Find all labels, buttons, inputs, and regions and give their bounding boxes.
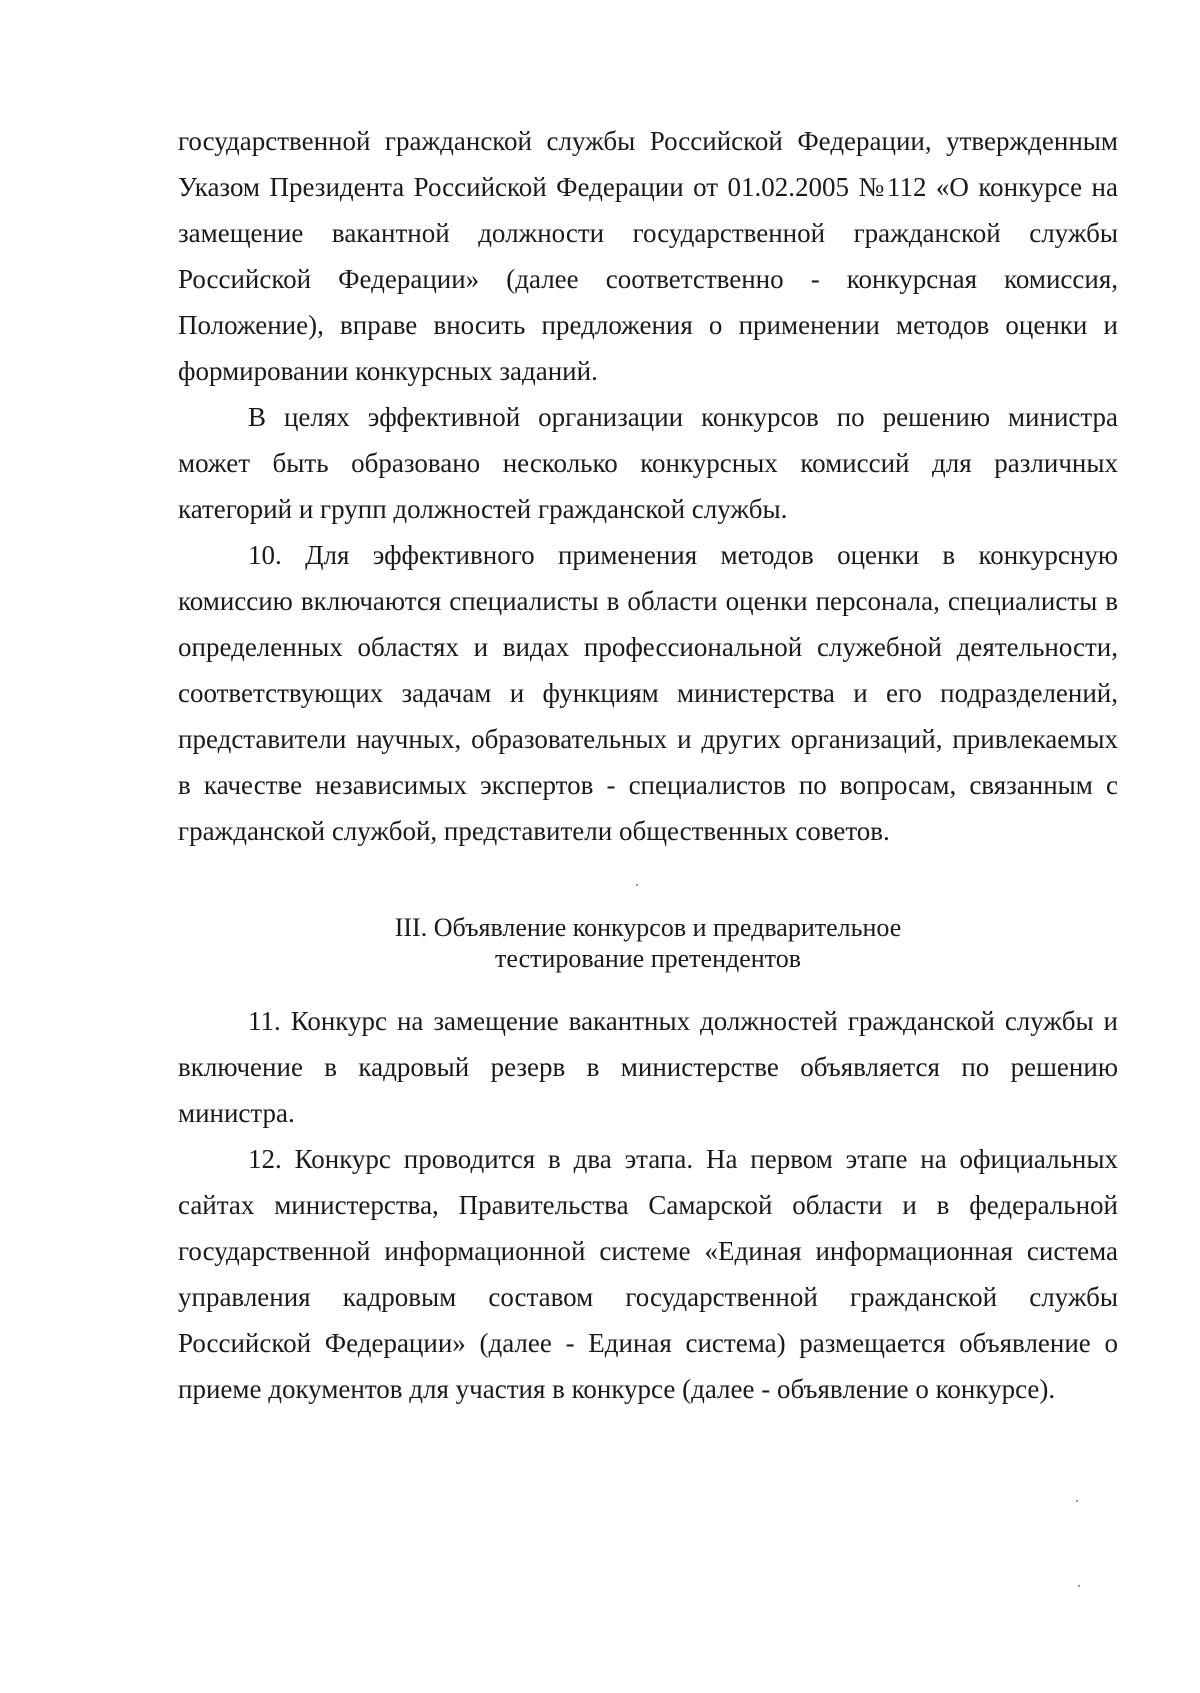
paragraph-item-10: 10. Для эффективного применения методов оценки в конкурсную комиссию включаются специалисты в области оценки персонала, специалисты в определенных областях и видах профессиональной служебной деятельности, соответствующих задачам и функциям министерства и его подразделений, представители научных, образовательных и других организаций, привлекаемых в качестве независимых экспертов - специалистов по вопросам, связанным с гражданской службой, представители общественных советов.	[178, 540, 1118, 846]
scan-speck	[1078, 1585, 1080, 1587]
paragraph-item-11: 11. Конкурс на замещение вакантных должностей гражданской службы и включение в кадровый резерв в министерстве объявляется по решению министра.	[178, 1006, 1118, 1128]
section-heading-line-1: III. Объявление конкурсов и предварительное	[394, 913, 902, 942]
section-heading-line-2: тестирование претендентов	[495, 944, 801, 973]
paragraph-commissions: В целях эффективной организации конкурсов по решению министра может быть образовано несколько конкурсных комиссий для различных категорий и групп должностей гражданской службы.	[178, 402, 1118, 524]
paragraph-item-12: 12. Конкурс проводится в два этапа. На первом этапе на официальных сайтах министерства, Правительства Самарской области и в федеральной государственной информационной системе «Единая информационная система управления кадровым составом государственной гражданской службы Российской Федерации» (далее - Единая система) размещается объявление о приеме документов для участия в конкурсе (далее - объявление о конкурсе).	[178, 1144, 1118, 1404]
scan-speck	[1076, 1500, 1078, 1502]
scan-speck	[636, 884, 638, 886]
body-text-upper	[178, 118, 1118, 854]
paragraph-continuation: государственной гражданской службы Российской Федерации, утвержденным Указом Президента Российской Федерации от 01.02.2005 №112 «О конкурсе на замещение вакантной должности государственной гражданской службы Российской Федерации» (далее соответственно - конкурсная комиссия, Положение), вправе вносить предложения о применении методов оценки и формировании конкурсных заданий.	[178, 126, 1118, 386]
section-heading	[178, 912, 1118, 974]
body-text-lower	[178, 998, 1118, 1412]
